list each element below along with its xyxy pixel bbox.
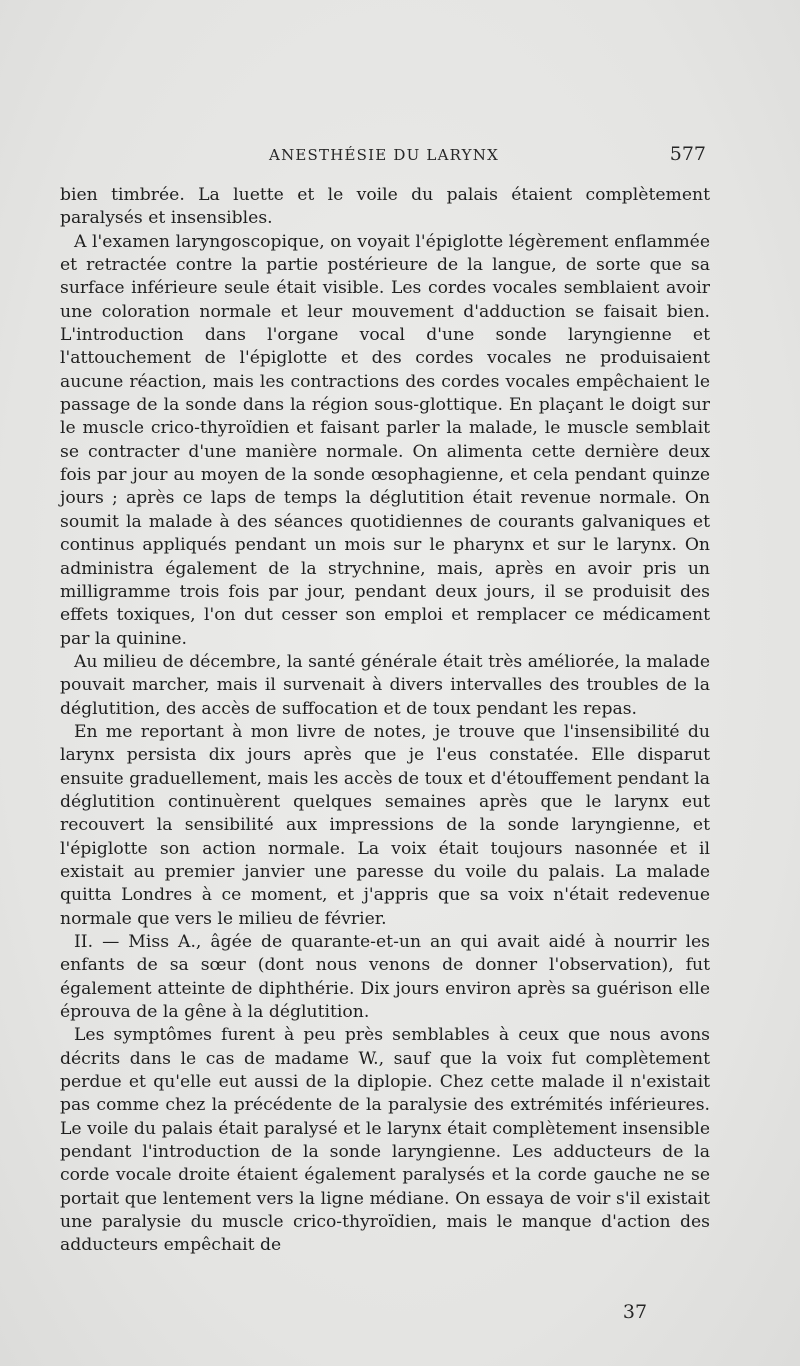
page-number: 577: [669, 143, 706, 165]
signature-mark: 37: [622, 1301, 648, 1323]
paragraph-case-two: II. — Miss A., âgée de quarante-et-un an qui avait aidé à nourrir les enfants de sa sœur (dont nous venons de donner l'observation), fut également atteinte de diphthérie. Dix jours environ après sa guérison elle éprouva de la gêne à la déglutition.: [60, 932, 710, 1023]
page-header: [60, 143, 708, 172]
paragraph-laryngoscopy: A l'examen laryngoscopique, on voyait l'épiglotte légèrement enflammée et retractée contre la partie postérieure de la langue, de sorte que sa surface inférieure seule était visible. Les cordes vocales semblaient avoir une coloration normale et leur mouvement d'adduction se faisait bien. L'introduction dans l'organe vocal d'une sonde laryngienne et l'attouchement de l'épiglotte et des cordes vocales ne produisaient aucune réaction, mais les contractions des cordes vocales empêchaient le passage de la sonde dans la région sous-glottique. En plaçant le doigt sur le muscle crico-thyroïdien et faisant parler la malade, le muscle semblait se contracter d'une manière normale. On alimenta cette dernière deux fois par jour au moyen de la sonde œsophagienne, et cela pendant quinze jours ; après ce laps de temps la déglutition était revenue normale. On soumit la malade à des séances quotidiennes de courants galvaniques et continus appliqués pendant un mois sur le pharynx et sur le larynx. On administra également de la strychnine, mais, après en avoir pris un milligramme trois fois par jour, pendant deux jours, il se produisit des effets toxiques, l'on dut cesser son emploi et remplacer ce médicament par la quinine.: [60, 231, 710, 649]
paragraph-continued: bien timbrée. La luette et le voile du palais étaient complètement paralysés et insensibles.: [60, 185, 710, 229]
paragraph-symptoms: Les symptômes furent à peu près semblables à ceux que nous avons décrits dans le cas de madame W., sauf que la voix fut complètement perdue et qu'elle eut aussi de la diplopie. Chez cette malade il n'existait pas comme chez la précédente de la paralysie des extrémités inférieures. Le voile du palais était paralysé et le larynx était complètement insensible pendant l'introduction de la sonde laryngienne. Les adducteurs de la corde vocale droite étaient également paralysés et la corde gauche ne se portait que lentement vers la ligne médiane. On essaya de voir s'il existait une paralysie du muscle crico-thyroïdien, mais le manque d'action des adducteurs empêchait de: [60, 1025, 710, 1256]
paragraph-december: Au milieu de décembre, la santé générale était très améliorée, la malade pouvait marcher, mais il survenait à divers intervalles des troubles de la déglutition, des accès de suffocation et de toux pendant les repas.: [60, 651, 710, 719]
running-title: ANESTHÉSIE DU LARYNX: [269, 146, 499, 164]
body-text: [60, 184, 710, 1258]
paragraph-notes: En me reportant à mon livre de notes, je trouve que l'insensibilité du larynx persista dix jours après que je l'eus constatée. Elle disparut ensuite graduellement, mais les accès de toux et d'étouffement pendant la déglutition continuèrent quelques semaines après que le larynx eut recouvert la sensibilité aux impressions de la sonde laryngienne, et l'épiglotte son action normale. La voix était toujours nasonnée et il existait au premier janvier une paresse du voile du palais. La malade quitta Londres à ce moment, et j'appris que sa voix n'était redevenue normale que vers le milieu de février.: [60, 721, 710, 929]
